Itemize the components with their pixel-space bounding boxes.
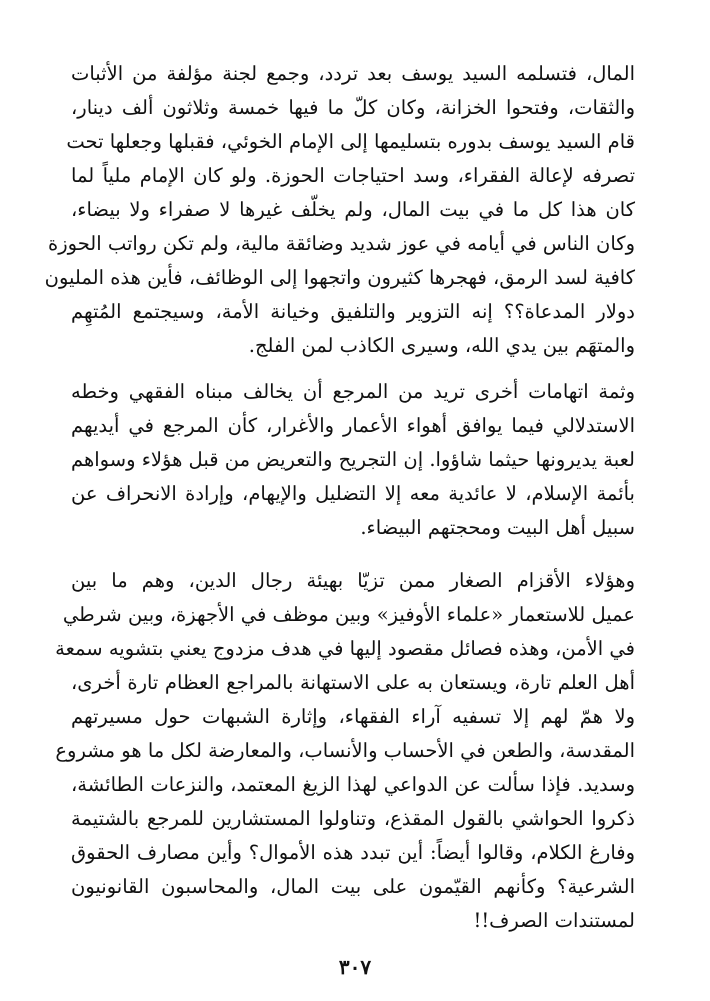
text-line: وكان الناس في أيامه في عوز شديد وضائقة مالية، ولم تكن رواتب الحوزة [47,232,635,255]
text-line: بأئمة الإسلام، لا عائدية معه إلا التضليل والإيهام، وإرادة الانحراف عن [71,482,635,505]
text-line: والمتهَم بين يدي الله، وسيرى الكاذب لمن الفلج. [248,334,635,357]
text-line: أهل العلم تارة، ويستعان به على الاستهانة بالمراجع العظام تارة أخرى، [71,671,635,694]
text-line: الاستدلالي فيما يوافق أهواء الأعمار والأغرار، كأن المرجع في أيديهم [71,414,635,437]
text-line: ذكروا الحواشي بالقول المقذع، وتناولوا المستشارين للمرجع بالشتيمة [71,807,635,830]
text-line: المقدسة، والطعن في الأحساب والأنساب، والمعارضة لكل ما هو مشروع [55,739,635,762]
text-line: والثقات، وفتحوا الخزانة، وكان كلّ ما فيها خمسة وثلاثون ألف دينار، [71,96,635,119]
text-line: ولا همّ لهم إلا تسفيه آراء الفقهاء، وإثارة الشبهات حول مسيرتهم [71,705,635,728]
text-line: وفارغ الكلام، وقالوا أيضاً: أين تبدد هذه الأموال؟ وأين مصارف الحقوق [71,841,635,864]
text-line: لعبة يديرونها حيثما شاؤوا. إن التجريح والتعريض من قبل هؤلاء وسواهم [71,448,635,471]
text-line: تصرفه لإعالة الفقراء، وسد احتياجات الحوزة. ولو كان الإمام ملياً لما [71,164,635,187]
text-line: كافية لسد الرمق، فهجرها كثيرون واتجهوا إلى الوظائف، فأين هذه المليون [44,266,635,289]
text-line: المال، فتسلمه السيد يوسف بعد تردد، وجمع لجنة مؤلفة من الأثبات [71,62,635,85]
text-line: وسديد. فإذا سألت عن الدواعي لهذا الزيغ المعتمد، والنزعات الطائشة، [71,773,635,796]
text-line: قام السيد يوسف بدوره بتسليمها إلى الإمام الخوئي، فقبلها وجعلها تحت [66,130,635,153]
text-line: وثمة اتهامات أخرى تريد من المرجع أن يخالف مبناه الفقهي وخطه [71,380,635,403]
text-line: الشرعية؟ وكأنهم القيّمون على بيت المال، والمحاسبون القانونيون [71,875,635,898]
text-line: في الأمن، وهذه فصائل مقصود إليها في هدف مزدوج يعني بتشويه سمعة [55,637,635,660]
text-line: كان هذا كل ما في بيت المال، ولم يخلّف غيرها لا صفراء ولا بيضاء، [71,198,635,221]
text-line: وهؤلاء الأقزام الصغار ممن تزيّا بهيئة رجال الدين، وهم ما بين [71,569,635,592]
text-line: سبيل أهل البيت ومحجتهم البيضاء. [360,516,635,539]
text-line: عميل للاستعمار «علماء الأوفيز» وبين موظف في الأجهزة، وبين شرطي [62,603,635,626]
text-line: لمستندات الصرف!! [473,909,635,932]
text-line: دولار المدعاة؟؟ إنه التزوير والتلفيق وخيانة الأمة، وسيجتمع المُتهِم [71,300,635,323]
page-number: ٣٠٧ [338,955,372,979]
